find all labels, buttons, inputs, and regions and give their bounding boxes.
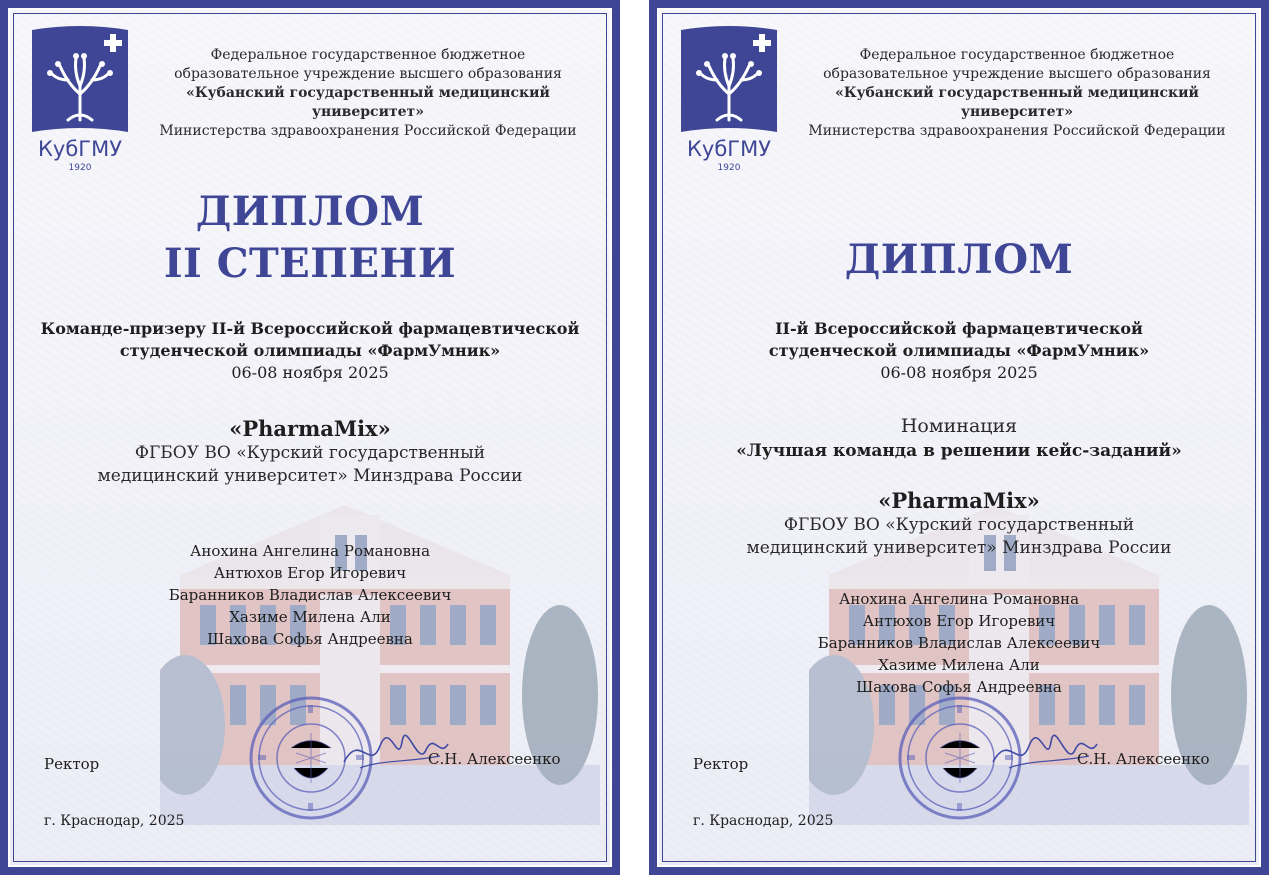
participant-list <box>10 540 610 650</box>
nomination-block <box>659 414 1259 463</box>
team-block <box>659 488 1259 560</box>
rector-name: С.Н. Алексеенко <box>1077 750 1210 768</box>
org-line: Министерства здравоохранения Российской Федерации <box>159 123 577 139</box>
team-block <box>10 416 610 488</box>
participant-name: Баранников Владислав Алексеевич <box>168 586 452 604</box>
university-line: медицинский университет» Минздрава России <box>97 466 523 486</box>
kubsmu-logo <box>28 24 132 172</box>
university-line: ФГБОУ ВО «Курский государственный <box>783 515 1135 535</box>
logo-year: 1920 <box>717 163 741 172</box>
participant-name: Хазиме Милена Али <box>229 608 391 626</box>
participant-name: Шахова Софья Андреевна <box>856 678 1062 696</box>
participant-name: Антюхов Егор Игоревич <box>213 564 407 582</box>
diploma-paper <box>657 8 1261 867</box>
organization-header <box>140 46 596 141</box>
rector-label: Ректор <box>44 755 100 773</box>
diploma-title <box>659 234 1259 286</box>
diploma-paper <box>8 8 612 867</box>
org-line: Министерства здравоохранения Российской Федерации <box>808 123 1226 139</box>
logo-year: 1920 <box>68 163 92 172</box>
participant-name: Антюхов Егор Игоревич <box>862 612 1056 630</box>
intro-line: Команде-призеру II-й Всероссийской фармацевтической <box>40 319 580 338</box>
university-line: медицинский университет» Минздрава России <box>746 538 1172 558</box>
org-line: образовательное учреждение высшего образования <box>174 66 562 82</box>
team-name: «PharmaMix» <box>878 488 1040 513</box>
organization-header <box>789 46 1245 141</box>
rector-label: Ректор <box>693 755 749 773</box>
rector-name: С.Н. Алексеенко <box>428 750 561 768</box>
nomination-label: Номинация <box>900 415 1018 437</box>
org-line: Федеральное государственное бюджетное <box>210 47 526 63</box>
logo-text: КубГМУ <box>37 137 123 161</box>
title-line: ДИПЛОМ <box>844 236 1074 283</box>
nomination-title: «Лучшая команда в решении кейс-заданий» <box>736 441 1182 461</box>
award-intro <box>659 318 1259 384</box>
university-line: ФГБОУ ВО «Курский государственный <box>134 443 486 463</box>
participant-name: Баранников Владислав Алексеевич <box>817 634 1101 652</box>
diploma-second-degree <box>0 0 620 875</box>
diploma-nomination <box>649 0 1269 875</box>
org-line: Федеральное государственное бюджетное <box>859 47 1175 63</box>
city-year: г. Краснодар, 2025 <box>693 813 834 829</box>
org-name: «Кубанский государственный медицинский университет» <box>186 85 550 120</box>
intro-line: студенческой олимпиады «ФармУмник» <box>768 341 1150 360</box>
logo-text: КубГМУ <box>686 137 772 161</box>
event-dates: 06-08 ноября 2025 <box>231 363 389 382</box>
team-name: «PharmaMix» <box>229 416 391 441</box>
org-line: образовательное учреждение высшего образования <box>823 66 1211 82</box>
event-dates: 06-08 ноября 2025 <box>880 363 1038 382</box>
participant-name: Анохина Ангелина Романовна <box>838 590 1080 608</box>
participant-name: Хазиме Милена Али <box>878 656 1040 674</box>
award-intro <box>10 318 610 384</box>
intro-line: II-й Всероссийской фармацевтической <box>775 319 1143 338</box>
title-line: ДИПЛОМ <box>195 188 425 235</box>
kubsmu-logo <box>677 24 781 172</box>
participant-name: Анохина Ангелина Романовна <box>189 542 431 560</box>
diploma-title <box>10 186 610 290</box>
participant-list <box>659 588 1259 698</box>
org-name: «Кубанский государственный медицинский университет» <box>835 85 1199 120</box>
title-line: II СТЕПЕНИ <box>163 240 457 287</box>
city-year: г. Краснодар, 2025 <box>44 813 185 829</box>
participant-name: Шахова Софья Андреевна <box>207 630 413 648</box>
intro-line: студенческой олимпиады «ФармУмник» <box>119 341 501 360</box>
